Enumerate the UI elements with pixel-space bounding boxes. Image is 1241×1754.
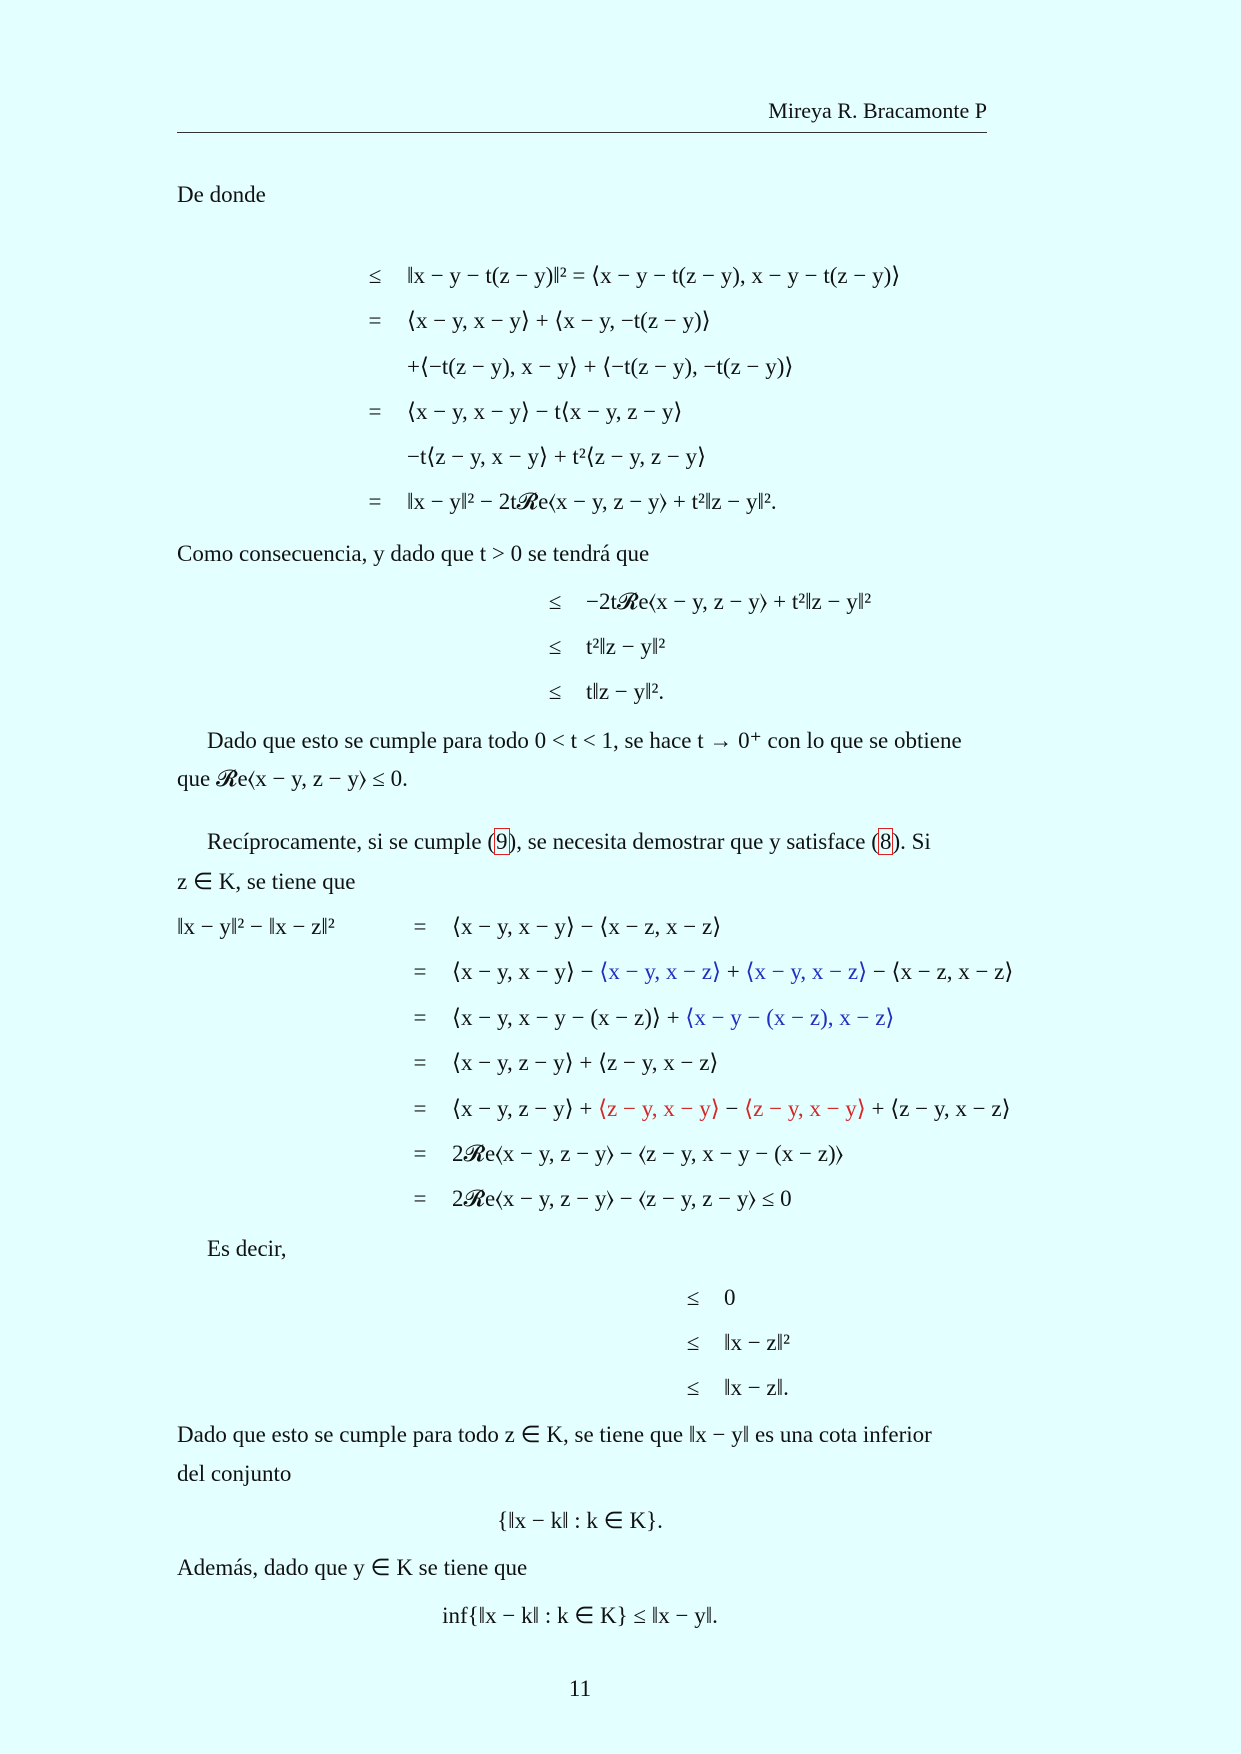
eq3-rhs-0: [452, 914, 721, 940]
eq4-rhs-1: ‖x − z‖²: [724, 1330, 790, 1355]
eq3-rel-6: =: [413, 1186, 427, 1211]
eq2-rhs-0: −2t𝓡e⟨x − y, z − y⟩ + t²‖z − y‖²: [586, 589, 872, 614]
equation-ref-8[interactable]: 8: [879, 829, 892, 854]
eq3-r2-p0: ⟨x − y, x − y − (x − z)⟩ +: [452, 1005, 686, 1030]
eq3-r1-p3-blue: ⟨x − y, x − z⟩: [745, 959, 868, 984]
eq2-rel-1: ≤: [548, 634, 562, 659]
equation-inf: inf{‖x − k‖ : k ∈ K} ≤ ‖x − y‖.: [442, 1603, 718, 1628]
eq3-rel-0: =: [413, 914, 427, 939]
eq3-rel-5: =: [413, 1141, 427, 1166]
eq4-rhs-2: ‖x − z‖.: [724, 1375, 789, 1400]
eq4-rhs-0: 0: [724, 1285, 736, 1310]
eq3-rhs-1: [452, 959, 1013, 985]
eq3-r1-p0: ⟨x − y, x − y⟩ −: [452, 959, 600, 984]
eq3-r5-p0: 2𝓡e⟨x − y, z − y⟩ − ⟨z − y, x − y − (x − z)⟩: [452, 1141, 844, 1166]
eq3-r4-p4: + ⟨z − y, x − z⟩: [865, 1096, 1011, 1121]
eq1-rel-5: =: [368, 489, 382, 514]
paragraph-es-decir: Es decir,: [207, 1236, 287, 1261]
eq3-rhs-3: [452, 1050, 718, 1076]
paragraph-de-donde: De donde: [177, 182, 266, 207]
eq3-rhs-2: [452, 1005, 894, 1031]
eq3-r4-p1-red: ⟨z − y, x − y⟩: [598, 1096, 720, 1121]
eq2-rel-0: ≤: [548, 589, 562, 614]
eq3-r3-p0: ⟨x − y, z − y⟩ + ⟨z − y, x − z⟩: [452, 1050, 719, 1075]
paragraph-reciprocamente-line2: z ∈ K, se tiene que: [177, 869, 356, 894]
eq3-r4-p3-red: ⟨z − y, x − y⟩: [744, 1096, 866, 1121]
paragraph-dado-que-line2: que 𝓡e⟨x − y, z − y⟩ ≤ 0.: [177, 766, 408, 791]
equation-set: {‖x − k‖ : k ∈ K}.: [497, 1508, 663, 1533]
eq3-rel-2: =: [413, 1005, 427, 1030]
eq3-rel-4: =: [413, 1096, 427, 1121]
header-author: Mireya R. Bracamonte P: [768, 98, 987, 123]
paragraph-como-consecuencia: Como consecuencia, y dado que t > 0 se tendrá que: [177, 541, 650, 566]
eq3-r4-p2: −: [719, 1096, 745, 1121]
reciprocamente-text-b: ), se necesita demostrar que y satisface (: [508, 829, 879, 854]
paragraph-reciprocamente-line1: [207, 823, 1097, 861]
eq3-r4-p0: ⟨x − y, z − y⟩ +: [452, 1096, 599, 1121]
eq1-rhs-5: ‖x − y‖² − 2t𝓡e⟨x − y, z − y⟩ + t²‖z − y‖².: [407, 489, 777, 514]
eq4-rel-1: ≤: [686, 1330, 700, 1355]
eq4-rel-0: ≤: [686, 1285, 700, 1310]
eq1-rel-1: =: [368, 308, 382, 333]
eq4-rel-2: ≤: [686, 1375, 700, 1400]
eq1-rhs-4: −t⟨z − y, x − y⟩ + t²⟨z − y, z − y⟩: [407, 444, 707, 469]
eq3-rhs-6: [452, 1186, 792, 1212]
equation-ref-9[interactable]: 9: [496, 829, 508, 854]
paragraph-cota-inferior-line2: del conjunto: [177, 1461, 292, 1486]
eq1-rhs-2: +⟨−t(z − y), x − y⟩ + ⟨−t(z − y), −t(z − y)⟩: [407, 354, 794, 379]
eq1-rhs-0: ‖x − y − t(z − y)‖² = ⟨x − y − t(z − y), x − y − t(z − y)⟩: [407, 263, 901, 288]
eq1-rel-0: ≤: [368, 263, 382, 288]
eq2-rel-2: ≤: [548, 679, 562, 704]
paragraph-cota-inferior-line1: Dado que esto se cumple para todo z ∈ K, se tiene que ‖x − y‖ es una cota inferior: [177, 1422, 932, 1447]
eq3-r2-p1-blue: ⟨x − y − (x − z), x − z⟩: [685, 1005, 895, 1030]
eq3-rel-1: =: [413, 959, 427, 984]
paragraph-ademas: Además, dado que y ∈ K se tiene que: [177, 1555, 528, 1580]
eq1-rhs-1: ⟨x − y, x − y⟩ + ⟨x − y, −t(z − y)⟩: [407, 308, 711, 333]
eq3-r6-p0: 2𝓡e⟨x − y, z − y⟩ − ⟨z − y, z − y⟩ ≤ 0: [452, 1186, 792, 1211]
page-number: 11: [568, 1676, 592, 1701]
eq3-r1-p4: − ⟨x − z, x − z⟩: [867, 959, 1014, 984]
eq3-r1-p2: +: [720, 959, 746, 984]
eq3-rhs-4: [452, 1096, 1011, 1122]
eq3-r0-p0: ⟨x − y, x − y⟩ − ⟨x − z, x − z⟩: [452, 914, 722, 939]
eq3-rhs-5: [452, 1141, 843, 1167]
eq3-r1-p1-blue: ⟨x − y, x − z⟩: [599, 959, 721, 984]
eq1-rhs-3: ⟨x − y, x − y⟩ − t⟨x − y, z − y⟩: [407, 399, 683, 424]
reciprocamente-text-a: Recíprocamente, si se cumple (: [207, 829, 496, 854]
reciprocamente-text-c: ). Si: [892, 829, 931, 854]
eq2-rhs-2: t‖z − y‖².: [586, 679, 665, 704]
paragraph-dado-que-line1: Dado que esto se cumple para todo 0 < t < 1, se hace t → 0⁺ con lo que se obtiene: [207, 728, 962, 753]
eq3-lhs: ‖x − y‖² − ‖x − z‖²: [177, 914, 335, 939]
eq2-rhs-1: t²‖z − y‖²: [586, 634, 666, 659]
eq3-rel-3: =: [413, 1050, 427, 1075]
eq1-rel-3: =: [368, 399, 382, 424]
running-header: [177, 98, 987, 133]
